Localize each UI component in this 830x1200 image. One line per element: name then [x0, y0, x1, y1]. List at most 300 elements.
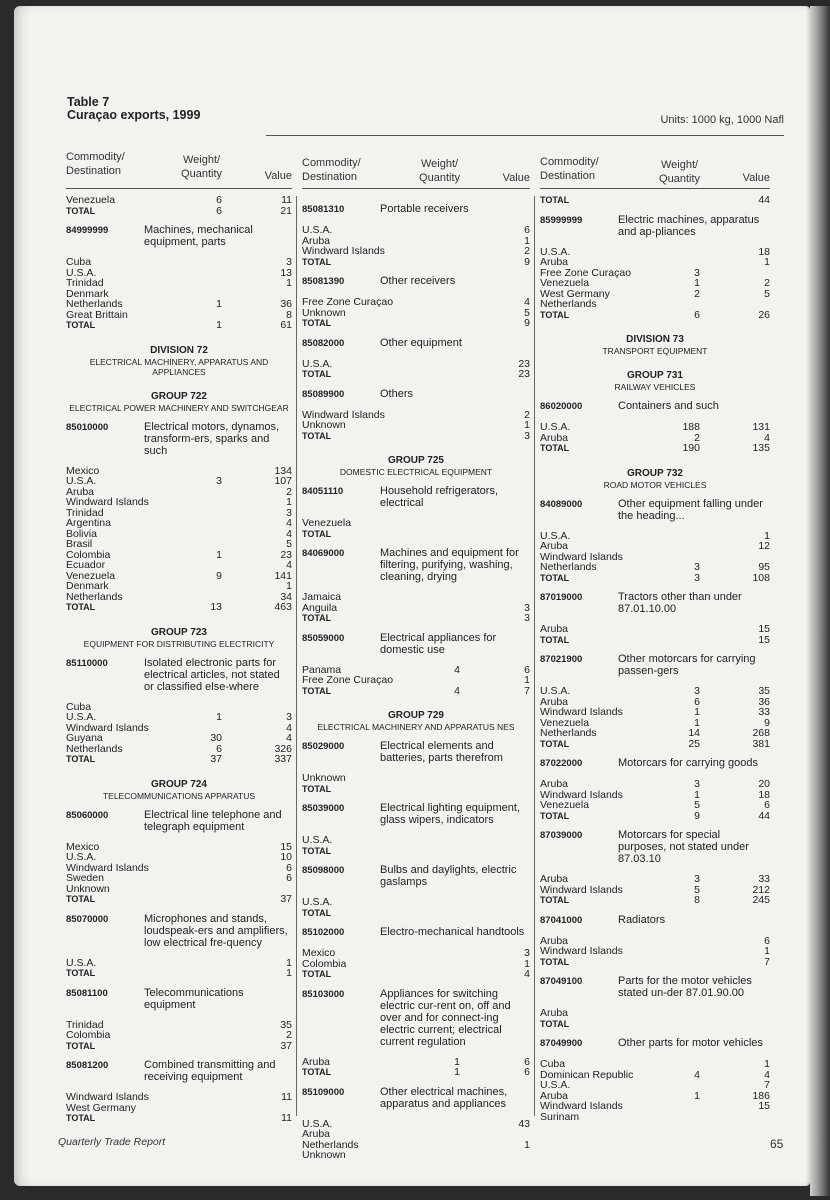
value-cell: 1 — [286, 967, 292, 979]
destination-cell: Surinam — [540, 1110, 580, 1123]
weight-cell: 5 — [694, 883, 700, 896]
table-row — [302, 1150, 530, 1161]
destination-cell: Jamaica — [302, 591, 342, 603]
weight-cell: 1 — [216, 711, 222, 723]
destination-cell: Guyana — [66, 732, 103, 744]
section-heading — [302, 455, 530, 477]
commodity-description: Machines, mechanical equipment, parts — [144, 224, 253, 248]
destination-cell: Venezuela — [540, 799, 590, 811]
destination-rows — [66, 702, 292, 765]
destination-rows — [66, 958, 292, 979]
destination-cell: TOTAL — [302, 969, 332, 979]
commodity-code: 85010000 — [66, 421, 109, 433]
value-cell: 1 — [286, 580, 292, 592]
value-cell: 95 — [758, 561, 770, 573]
destination-cell: Aruba — [540, 695, 569, 708]
commodity-heading — [66, 809, 292, 833]
table-number: Table 7 — [67, 95, 110, 109]
destination-cell: Ecuador — [66, 559, 106, 571]
value-cell: 15 — [758, 633, 770, 646]
value-cell: 6 — [524, 224, 530, 236]
destination-cell: Brasil — [66, 538, 93, 550]
table-row — [66, 466, 292, 477]
commodity-heading — [540, 1037, 770, 1050]
table-row — [302, 246, 530, 257]
column-body — [302, 189, 530, 1161]
destination-cell: Denmark — [66, 580, 109, 592]
commodity-code: 85029000 — [302, 741, 345, 752]
total-row — [66, 754, 292, 765]
commodity-description: Radiators — [618, 913, 666, 926]
commodity-code: 85110000 — [66, 657, 108, 669]
commodity-heading — [302, 547, 530, 583]
table-row — [66, 842, 292, 853]
section-number: DIVISION 73 — [626, 334, 684, 345]
value-cell: 8 — [286, 308, 292, 321]
value-cell: 1 — [524, 957, 530, 970]
value-cell: 6 — [524, 1066, 530, 1078]
value-cell: 34 — [280, 590, 292, 603]
table-row — [302, 948, 530, 959]
commodity-heading — [540, 400, 770, 413]
section-number: GROUP 731 — [627, 370, 683, 381]
destination-cell: Dominican Republic — [540, 1068, 634, 1081]
section-number: GROUP 729 — [388, 710, 444, 721]
commodity-description: Motorcars for special purposes, not stated under 87.03.10 — [618, 829, 749, 865]
table-row — [66, 299, 292, 310]
weight-quantity-header: Weight/ Quantity — [181, 154, 222, 180]
destination-cell: Venezuela — [540, 716, 590, 729]
value-header: Value — [502, 172, 530, 184]
destination-cell: Unknown — [302, 419, 346, 431]
weight-cell: 5 — [694, 799, 700, 811]
table-row — [66, 702, 292, 713]
value-cell: 23 — [518, 368, 530, 380]
table-row — [66, 278, 292, 289]
destination-cell: Windward Islands — [66, 861, 149, 874]
commodity-description: Parts for the motor vehicles stated un-der 87.01.90.00 — [618, 975, 752, 999]
destination-cell: Windward Islands — [302, 408, 385, 421]
destination-cell: Cuba — [66, 700, 92, 713]
table-row — [66, 539, 292, 550]
table-row — [66, 852, 292, 863]
table-row — [66, 958, 292, 969]
destination-cell: TOTAL — [540, 309, 570, 320]
weight-cell: 4 — [694, 1068, 700, 1081]
column-separator — [534, 196, 535, 1116]
destination-cell: Aruba — [302, 1128, 331, 1140]
column-header — [540, 150, 770, 189]
value-cell: 337 — [274, 753, 292, 765]
destination-cell: U.S.A. — [66, 711, 97, 723]
commodity-description: Electrical line telephone and telegraph equipment — [144, 808, 282, 833]
section-number: GROUP 732 — [627, 467, 683, 479]
destination-cell: Netherlands — [66, 590, 123, 603]
table-row — [540, 278, 770, 289]
table-row — [302, 359, 530, 370]
destination-rows — [302, 1119, 530, 1161]
commodity-description: Other electrical machines, apparatus and appliances — [380, 1085, 508, 1110]
value-cell: 3 — [524, 429, 530, 442]
section-heading — [66, 627, 292, 649]
commodity-code: 85039000 — [302, 803, 345, 814]
section-heading — [540, 370, 770, 392]
value-cell: 4 — [764, 1068, 770, 1081]
table-row — [66, 733, 292, 744]
value-cell: 9 — [764, 716, 770, 729]
section-heading — [66, 779, 292, 801]
value-cell: 36 — [280, 298, 292, 310]
commodity-description: Telecommunications equipment — [144, 986, 244, 1011]
total-row — [66, 320, 292, 331]
destination-cell: TOTAL — [302, 613, 332, 623]
commodity-heading — [66, 224, 292, 248]
destination-rows — [302, 592, 530, 624]
commodity-heading — [302, 485, 530, 509]
destination-cell: Panama — [302, 663, 342, 676]
table-row — [540, 1112, 770, 1123]
value-cell: 12 — [758, 540, 770, 552]
value-cell: 6 — [764, 799, 770, 811]
weight-cell: 3 — [694, 266, 700, 279]
destination-cell: TOTAL — [66, 320, 96, 330]
total-row — [302, 686, 530, 697]
table-row — [66, 1103, 292, 1114]
table-row — [302, 1057, 530, 1068]
table-row — [540, 433, 770, 444]
destination-rows — [66, 195, 292, 216]
value-cell: 18 — [758, 245, 770, 258]
table-column-1 — [66, 150, 292, 1124]
commodity-destination-header: Commodity/ Destination — [540, 156, 599, 182]
destination-cell: TOTAL — [302, 783, 332, 794]
table-row — [66, 310, 292, 321]
value-cell: 4 — [286, 517, 292, 529]
value-cell: 5 — [286, 538, 292, 550]
table-row — [540, 1008, 770, 1019]
section-title: RAILWAY VEHICLES — [614, 382, 696, 392]
weight-cell: 1 — [694, 788, 700, 801]
destination-cell: TOTAL — [302, 907, 332, 918]
value-cell: 35 — [280, 1018, 292, 1031]
value-cell: 4 — [524, 296, 530, 308]
value-cell: 2 — [286, 1029, 292, 1041]
total-row — [540, 895, 770, 906]
commodity-heading — [66, 657, 292, 693]
table-row — [66, 884, 292, 895]
destination-rows — [302, 359, 530, 380]
table-row — [66, 873, 292, 884]
total-row — [302, 369, 530, 380]
column-body — [66, 189, 292, 1124]
value-cell: 37 — [280, 1039, 292, 1052]
commodity-code: 85102000 — [302, 927, 345, 938]
value-cell: 37 — [280, 893, 292, 905]
table-row — [302, 959, 530, 970]
value-cell: 4 — [286, 721, 292, 734]
table-row — [66, 529, 292, 540]
value-cell: 131 — [752, 421, 770, 433]
section-number: DIVISION 72 — [150, 344, 208, 356]
weight-cell: 3 — [694, 571, 700, 584]
weight-cell: 4 — [454, 684, 460, 697]
destination-cell: Unknown — [302, 772, 346, 784]
destination-rows — [302, 948, 530, 980]
commodity-description: Combined transmitting and receiving equipment — [144, 1059, 276, 1083]
commodity-heading — [302, 632, 530, 656]
destination-rows — [66, 1020, 292, 1052]
destination-cell: Free Zone Curaçao — [302, 674, 394, 686]
commodity-description: Portable receivers — [380, 203, 469, 215]
destination-cell: U.S.A. — [540, 1079, 571, 1091]
commodity-code: 85081100 — [66, 987, 108, 999]
units-label: Units: 1000 kg, 1000 Nafl — [660, 114, 784, 126]
commodity-heading — [540, 498, 770, 522]
total-row — [66, 1041, 292, 1052]
table-row — [302, 603, 530, 614]
value-cell: 6 — [286, 861, 292, 874]
destination-rows — [66, 1092, 292, 1124]
destination-rows — [302, 897, 530, 918]
destination-cell: Netherlands — [540, 298, 597, 310]
value-cell: 44 — [758, 194, 770, 206]
value-cell: 11 — [281, 194, 292, 206]
table-row — [302, 592, 530, 603]
value-header: Value — [264, 170, 292, 182]
commodity-description: Electrical lighting equipment, glass wipers, indicators — [380, 802, 521, 826]
value-cell: 1 — [286, 496, 292, 508]
destination-rows — [302, 518, 530, 539]
destination-cell: Windward Islands — [302, 245, 385, 257]
commodity-code: 87019000 — [540, 592, 583, 603]
destination-cell: Trinidad — [66, 277, 104, 289]
destination-cell: Windward Islands — [66, 496, 149, 508]
section-title: ROAD MOTOR VEHICLES — [603, 479, 707, 490]
destination-rows — [540, 1059, 770, 1122]
destination-cell: Aruba — [540, 1089, 569, 1102]
destination-cell: Netherlands — [540, 727, 597, 739]
destination-rows — [540, 195, 770, 206]
destination-cell: U.S.A. — [302, 1117, 333, 1130]
value-cell: 26 — [758, 308, 770, 321]
destination-cell: Aruba — [540, 1007, 569, 1019]
total-row — [302, 969, 530, 980]
weight-cell: 3 — [694, 778, 700, 790]
section-title: EQUIPMENT FOR DISTRIBUTING ELECTRICITY — [83, 638, 275, 649]
destination-cell: TOTAL — [302, 256, 332, 267]
commodity-code: 85081200 — [66, 1060, 109, 1071]
destination-cell: TOTAL — [540, 810, 570, 821]
table-row — [540, 299, 770, 310]
commodity-code: 84999999 — [66, 225, 109, 236]
title-divider — [266, 135, 784, 136]
commodity-code: 87022000 — [540, 758, 583, 769]
commodity-heading — [540, 975, 770, 999]
value-cell: 1 — [764, 945, 770, 957]
column-separator — [296, 196, 297, 1116]
destination-cell: TOTAL — [540, 738, 570, 749]
table-row — [302, 773, 530, 784]
destination-cell: Colombia — [66, 1029, 111, 1041]
table-row — [66, 476, 292, 487]
value-cell: 6 — [524, 1055, 530, 1068]
weight-cell: 9 — [216, 569, 222, 582]
table-row — [540, 946, 770, 957]
total-row — [540, 195, 770, 206]
destination-cell: Venezuela — [66, 569, 116, 582]
destination-cell: Mexico — [302, 947, 336, 959]
table-title-block — [67, 96, 200, 122]
table-row — [66, 581, 292, 592]
total-row — [302, 908, 530, 919]
value-cell: 23 — [518, 357, 530, 370]
weight-cell: 1 — [694, 716, 700, 729]
destination-rows — [302, 410, 530, 442]
destination-rows — [66, 842, 292, 905]
commodity-heading — [302, 988, 530, 1048]
destination-cell: TOTAL — [66, 1040, 96, 1051]
destination-cell: Argentina — [66, 517, 111, 529]
weight-cell: 37 — [210, 753, 222, 765]
table-row — [540, 531, 770, 542]
value-cell: 3 — [286, 256, 292, 268]
value-cell: 33 — [758, 706, 770, 718]
table-row — [302, 1119, 530, 1130]
weight-cell: 188 — [682, 421, 700, 433]
value-cell: 3 — [286, 506, 292, 519]
section-title: DOMESTIC ELECTRICAL EQUIPMENT — [339, 467, 493, 477]
commodity-heading — [302, 275, 530, 288]
total-row — [302, 318, 530, 329]
table-row — [66, 257, 292, 268]
total-row — [66, 968, 292, 979]
destination-cell: Free Zone Curaçao — [540, 266, 632, 279]
total-row — [540, 635, 770, 646]
destination-cell: Cuba — [540, 1058, 566, 1070]
total-row — [66, 894, 292, 905]
commodity-description: Electric machines, apparatus and ap-pliances — [618, 213, 760, 238]
weight-cell: 3 — [216, 475, 222, 487]
value-cell: 1 — [524, 419, 530, 431]
total-row — [540, 957, 770, 968]
table-row — [66, 1092, 292, 1103]
destination-cell: U.S.A. — [302, 224, 333, 236]
total-row — [302, 784, 530, 795]
value-cell: 2 — [524, 245, 530, 257]
commodity-code: 85070000 — [66, 913, 109, 925]
destination-cell: TOTAL — [540, 195, 570, 205]
commodity-description: Bulbs and daylights, electric gaslamps — [380, 864, 517, 888]
destination-rows — [540, 936, 770, 968]
destination-rows — [302, 1057, 530, 1078]
destination-rows — [540, 779, 770, 821]
value-cell: 4 — [286, 559, 292, 571]
destination-rows — [302, 665, 530, 697]
value-cell: 9 — [524, 317, 530, 329]
weight-cell: 1 — [694, 706, 700, 718]
total-row — [540, 811, 770, 822]
destination-rows — [540, 531, 770, 584]
value-cell: 212 — [752, 883, 770, 896]
weight-cell: 2 — [694, 287, 700, 300]
destination-cell: Colombia — [302, 957, 347, 970]
value-cell: 186 — [752, 1089, 770, 1102]
commodity-code: 84051110 — [302, 486, 344, 497]
destination-cell: U.S.A. — [540, 245, 571, 258]
total-row — [540, 739, 770, 750]
destination-rows — [540, 247, 770, 321]
value-cell: 15 — [758, 1100, 770, 1112]
table-row — [66, 560, 292, 571]
commodity-heading — [302, 926, 530, 939]
destination-cell: Trinidad — [66, 1018, 104, 1031]
weight-cell: 6 — [694, 695, 700, 708]
weight-cell: 14 — [688, 727, 700, 739]
value-cell: 2 — [286, 485, 292, 498]
value-cell: 1 — [764, 256, 770, 268]
weight-cell: 6 — [694, 308, 700, 321]
value-cell: 5 — [764, 287, 770, 300]
section-heading — [302, 710, 530, 732]
commodity-description: Other motorcars for carrying passen-gers — [618, 653, 756, 677]
weight-cell: 25 — [688, 737, 700, 750]
weight-cell: 3 — [694, 561, 700, 573]
value-cell: 381 — [752, 737, 770, 750]
commodity-heading — [540, 829, 770, 865]
commodity-description: Others — [380, 387, 414, 400]
value-cell: 4 — [764, 431, 770, 444]
weight-cell: 8 — [694, 894, 700, 906]
commodity-description: Electrical elements and batteries, parts therefrom — [380, 740, 503, 764]
destination-cell: Aruba — [540, 934, 569, 947]
weight-cell: 4 — [454, 663, 460, 676]
section-number: GROUP 725 — [388, 455, 444, 466]
table-row — [540, 562, 770, 573]
destination-cell: Windward Islands — [540, 788, 623, 801]
value-cell: 2 — [764, 277, 770, 289]
table-row — [540, 247, 770, 258]
value-cell: 18 — [758, 788, 770, 801]
weight-cell: 9 — [694, 809, 700, 822]
section-heading — [66, 391, 292, 413]
weight-cell: 6 — [216, 204, 222, 217]
weight-cell: 1 — [694, 277, 700, 289]
value-cell: 4 — [524, 968, 530, 980]
table-title: Curaçao exports, 1999 — [67, 108, 201, 122]
destination-cell: TOTAL — [66, 968, 96, 978]
total-row — [302, 257, 530, 268]
destination-cell: Aruba — [302, 1055, 331, 1068]
destination-cell: Netherlands — [66, 298, 123, 310]
destination-cell: U.S.A. — [302, 357, 333, 370]
table-row — [540, 885, 770, 896]
destination-cell: Cuba — [66, 256, 92, 268]
destination-cell: Aruba — [66, 485, 95, 498]
destination-cell: Windward Islands — [540, 550, 623, 563]
commodity-code: 85089900 — [302, 388, 345, 400]
value-cell: 4 — [286, 732, 292, 744]
commodity-description: Microphones and stands, loudspeak-ers and amplifiers, low electrical fre-quency — [144, 912, 288, 949]
destination-rows — [540, 624, 770, 645]
value-cell: 4 — [286, 527, 292, 540]
value-cell: 1 — [286, 277, 292, 289]
total-row — [66, 1113, 292, 1124]
weight-cell: 1 — [216, 548, 222, 561]
value-header: Value — [742, 172, 770, 184]
table-row — [540, 1101, 770, 1112]
value-cell: 44 — [758, 809, 770, 822]
commodity-description: Appliances for switching electric cur-rent on, off and over and for connect-ing electric current; electrical current regulation — [380, 987, 511, 1048]
